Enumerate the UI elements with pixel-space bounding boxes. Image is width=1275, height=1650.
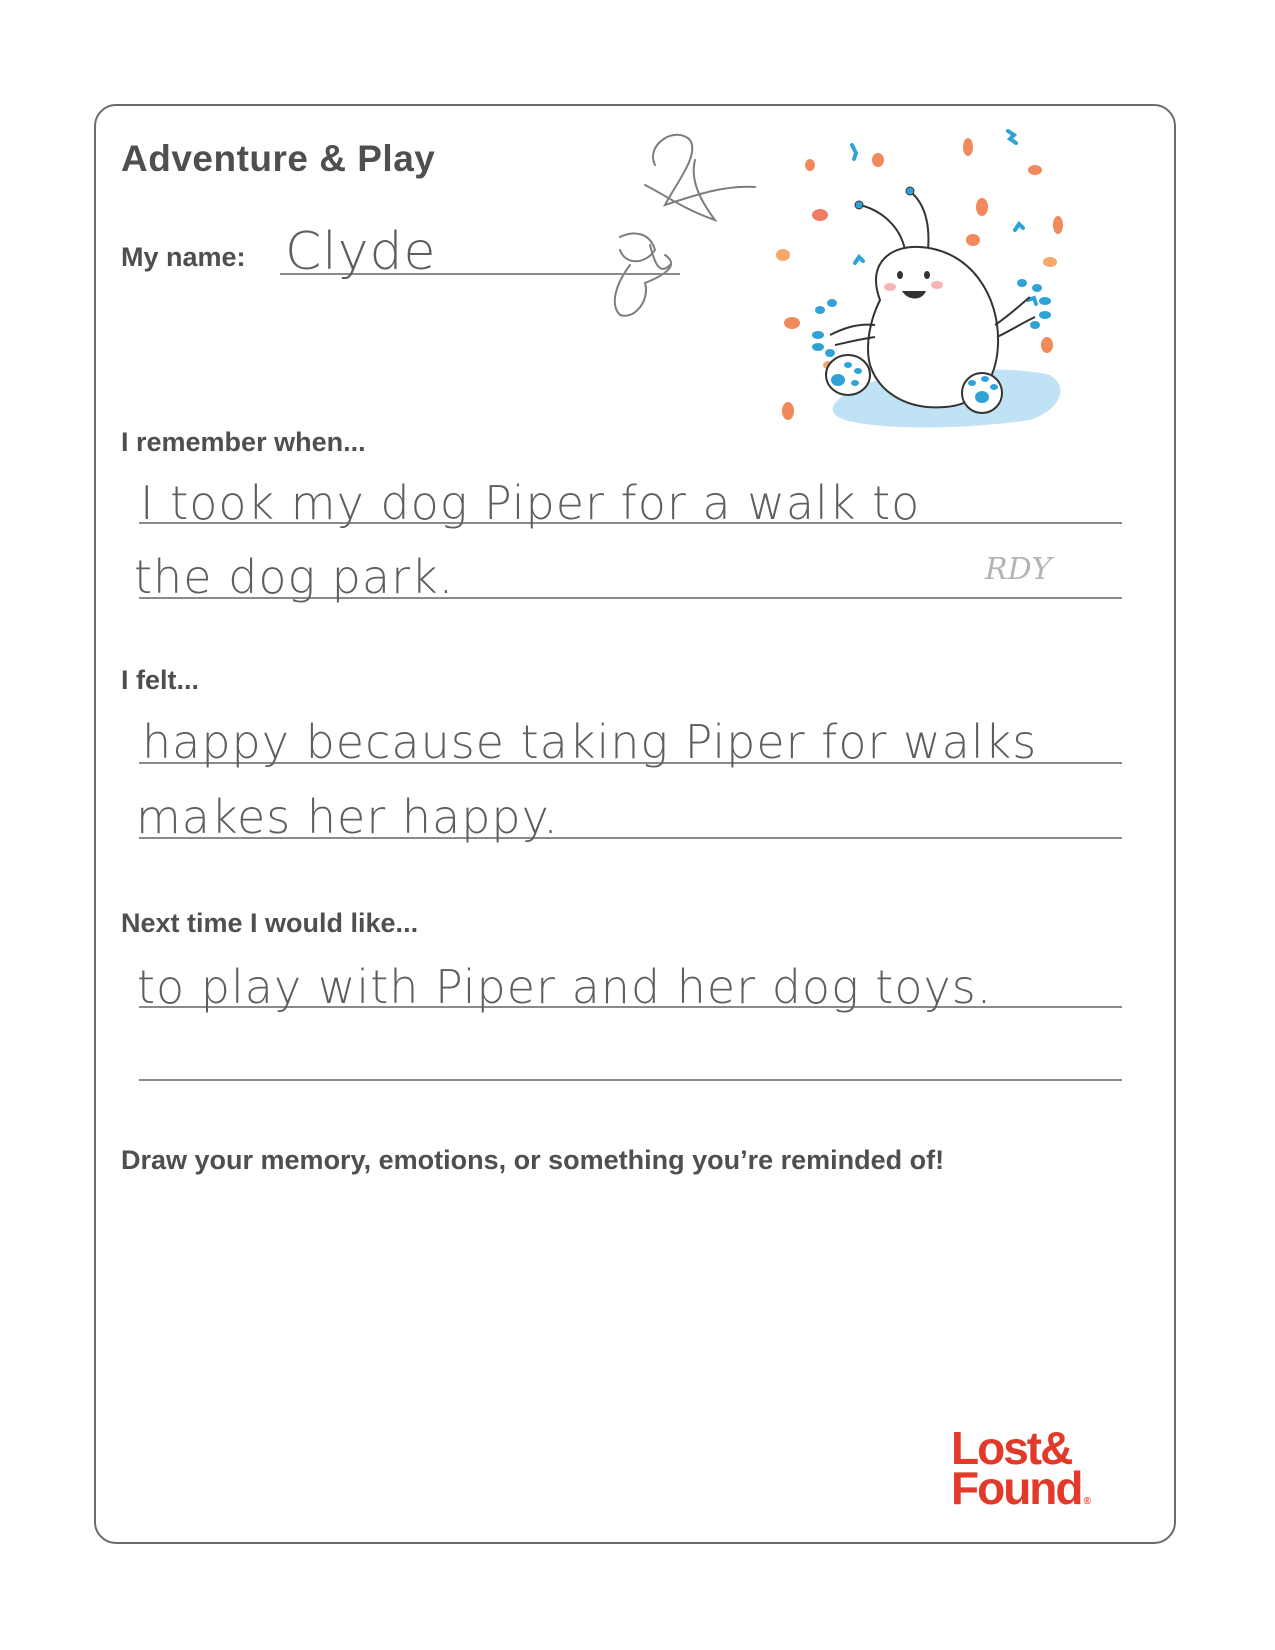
reviewer-initials: RDY xyxy=(985,552,1052,587)
felt-answer-line-1[interactable]: happy because taking Piper for walks xyxy=(142,715,1038,769)
remember-answer-line-2[interactable]: the dog park. xyxy=(134,550,455,604)
scribble-drawing xyxy=(605,125,775,345)
name-label: My name: xyxy=(121,242,246,272)
worksheet-title: Adventure & Play xyxy=(121,138,436,179)
felt-answer-line-2[interactable]: makes her happy. xyxy=(136,790,559,844)
remember-label: I remember when... xyxy=(121,427,366,457)
draw-prompt: Draw your memory, emotions, or something you’re reminded of! xyxy=(121,1145,945,1175)
lost-and-found-logo xyxy=(951,1422,1091,1522)
felt-label: I felt... xyxy=(121,665,200,695)
drawing-area[interactable] xyxy=(121,1190,1151,1410)
logo-line-2: Found xyxy=(951,1462,1082,1514)
next-label: Next time I would like... xyxy=(121,908,419,938)
name-value[interactable]: Clyde xyxy=(285,222,437,282)
registered-mark: ® xyxy=(1083,1496,1091,1507)
remember-answer-line-1[interactable]: I took my dog Piper for a walk to xyxy=(140,476,921,530)
next-answer-line-1[interactable]: to play with Piper and her dog toys. xyxy=(137,960,993,1014)
next-line-2 xyxy=(139,1079,1122,1081)
bug-mascot-illustration xyxy=(760,125,1120,455)
logo-line-1: Lost& xyxy=(951,1422,1072,1474)
